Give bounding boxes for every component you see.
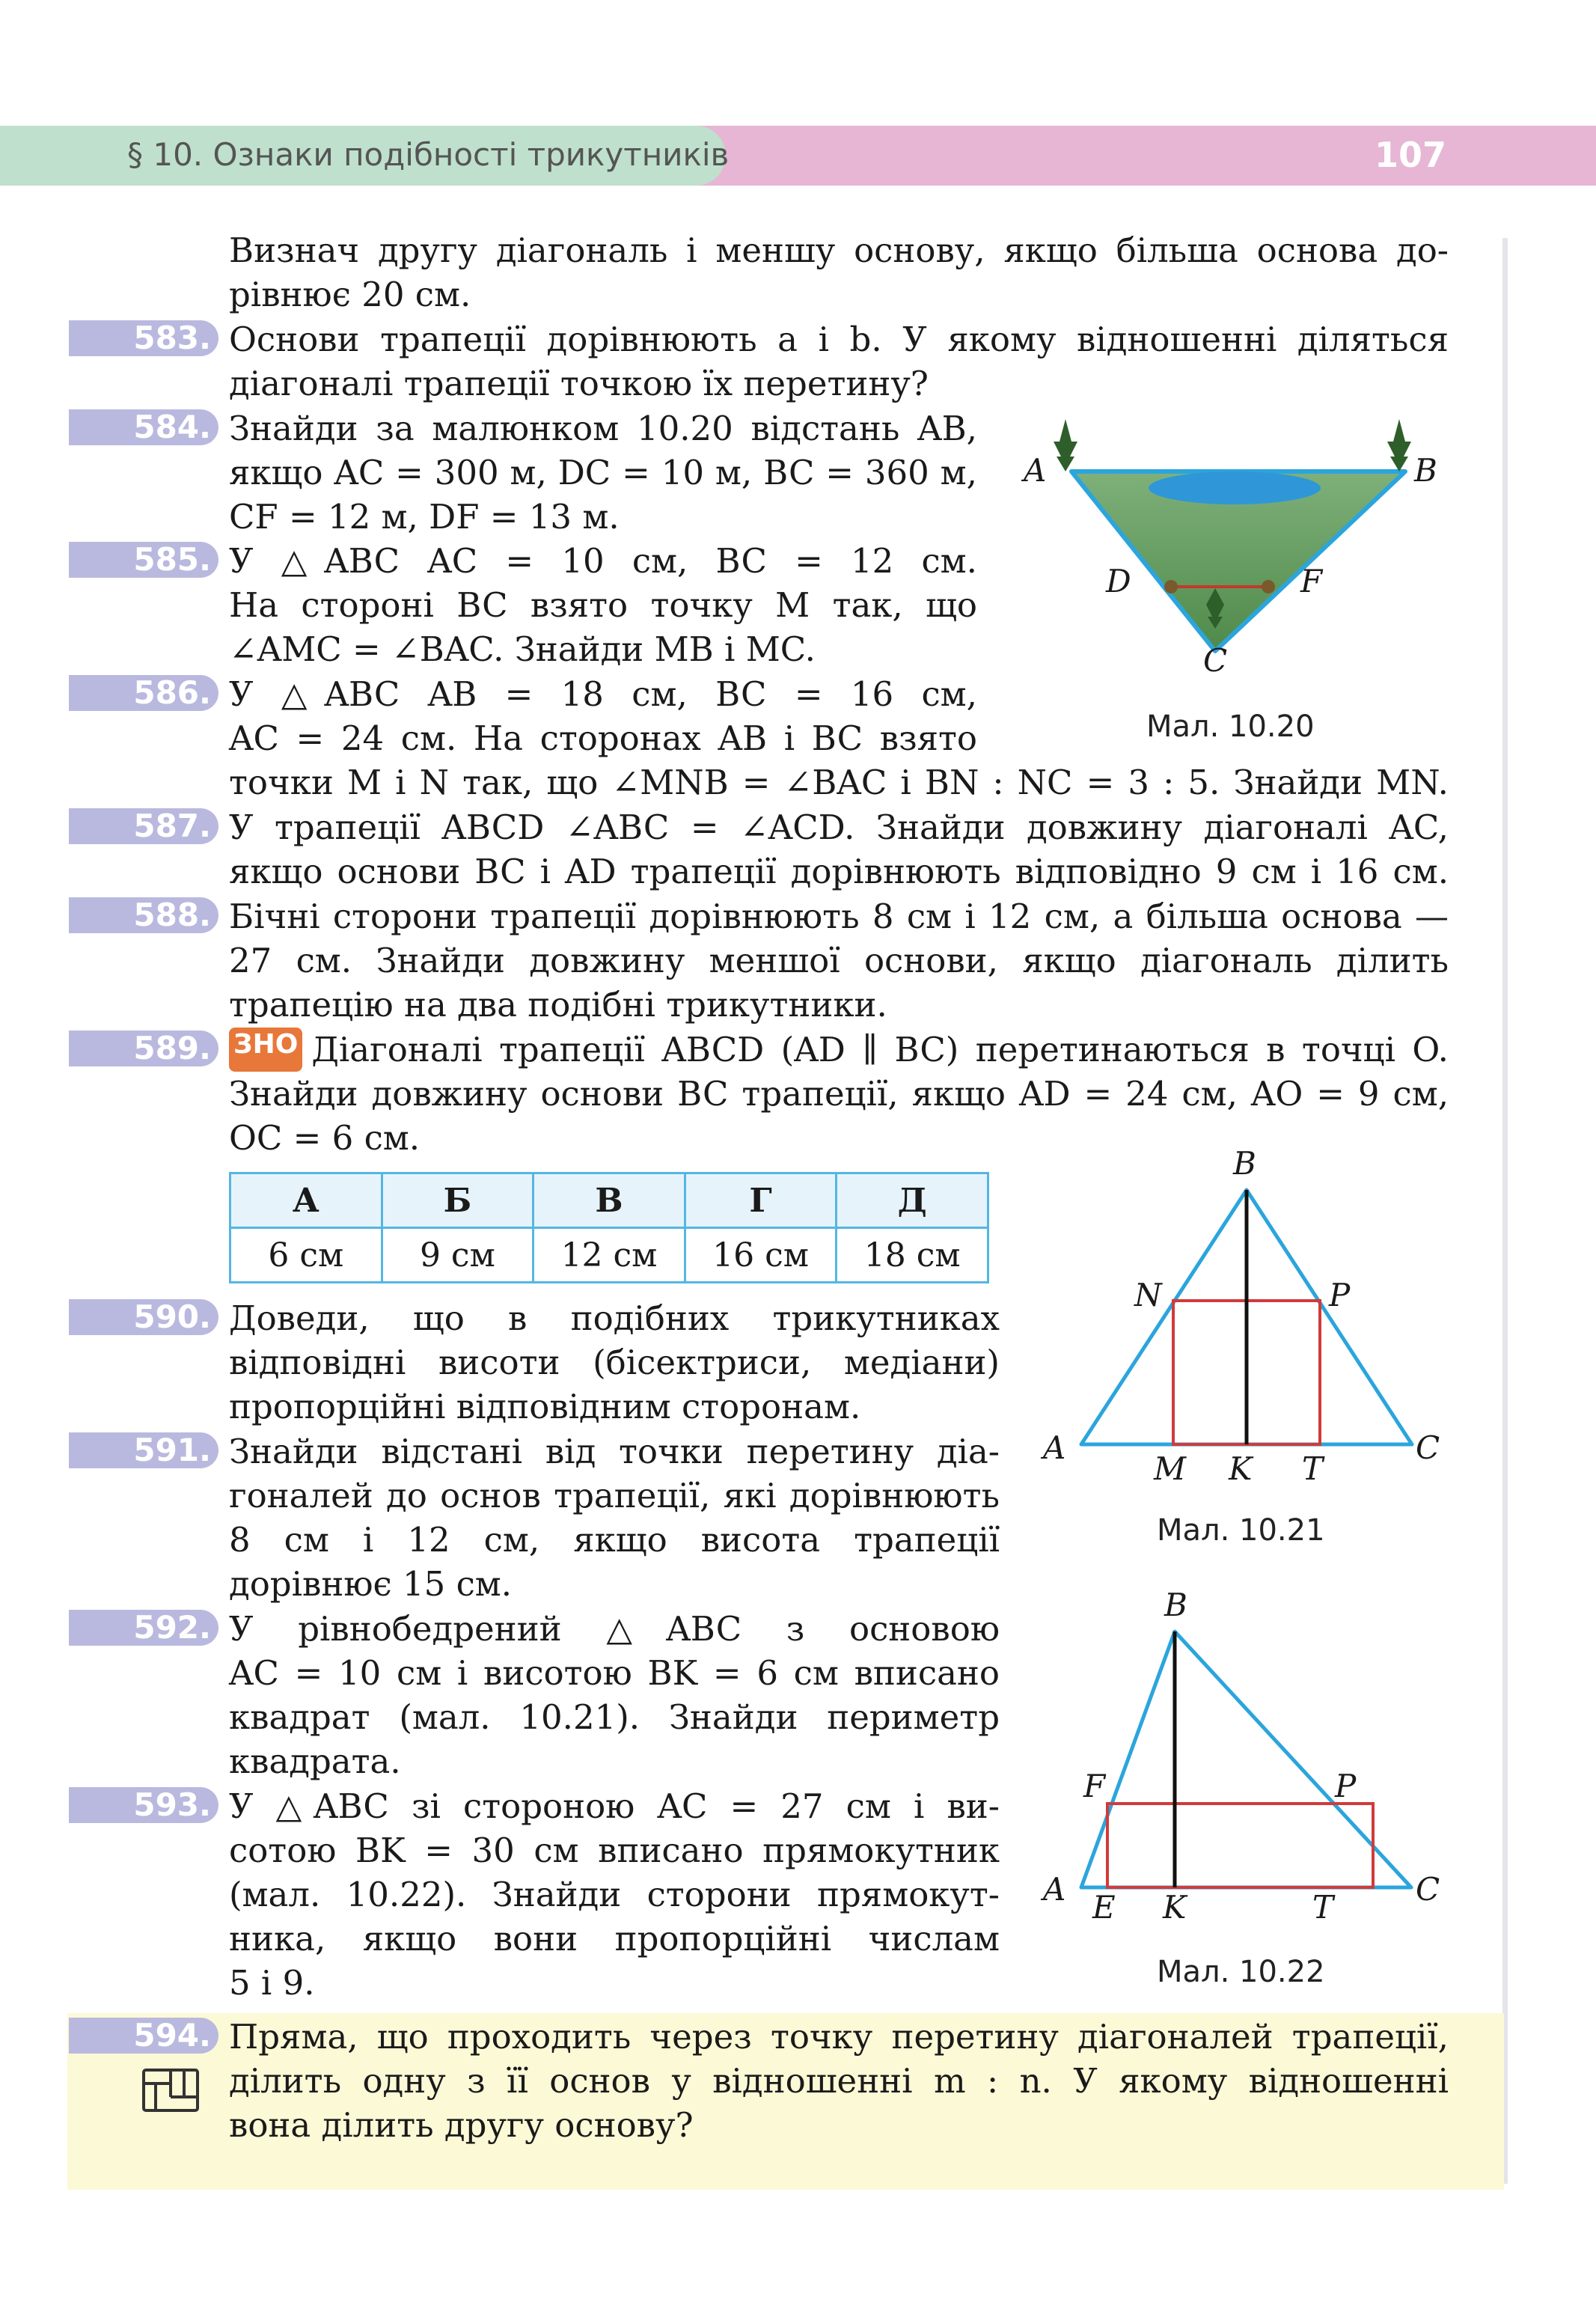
tree-b (1387, 419, 1411, 471)
text-line: Бічні сторони трапеції дорівнюють 8 см і 12 см, а більша основа — (229, 897, 1449, 936)
text-line: рівнює 20 см. (229, 275, 471, 314)
text-line: Знайди за малюнком 10.20 відстань AB, (229, 409, 977, 448)
exercise-number-590: 590. (69, 1299, 218, 1335)
text-line: дорівнює 15 см. (229, 1564, 513, 1604)
figure-caption-10-20: Мал. 10.20 (1146, 709, 1315, 744)
point-label-f: F (1300, 563, 1323, 599)
text-line: квадрата. (229, 1741, 401, 1781)
text-line: Знайди відстані від точки перетину діа- (229, 1432, 1000, 1471)
page-number: 107 (1374, 135, 1446, 175)
header-section-band (0, 126, 730, 186)
tree-a (1054, 419, 1077, 471)
text-line: ника, якщо вони пропорційні числам (229, 1919, 1000, 1959)
text-line: ділить одну з її основ у відношенні m : n. У якому відношенні (229, 2061, 1449, 2101)
point-label-a: A (1024, 452, 1047, 489)
answer-letter: А (230, 1173, 382, 1228)
exercise-number-589: 589. (69, 1031, 218, 1066)
point-label-a: A (1043, 1871, 1066, 1908)
right-margin-rule (1502, 238, 1508, 2184)
point-label-k: K (1163, 1889, 1187, 1926)
text-line: якщо AC = 300 м, DC = 10 м, BC = 360 м, (229, 453, 977, 492)
answer-choices-table (229, 1172, 989, 1283)
point-label-c: C (1416, 1429, 1440, 1466)
text-line: точки M і N так, що ∠MNB = ∠BAC і BN : NC = 3 : 5. Знайди MN. (229, 763, 1449, 802)
figure-10-22 (1063, 1624, 1452, 1901)
point-label-b: B (1164, 1587, 1187, 1623)
exercise-number-584: 584. (69, 409, 218, 445)
point-label-m: M (1154, 1450, 1187, 1487)
text-line: 5 і 9. (229, 1963, 315, 2003)
answer-value: 18 см (837, 1228, 988, 1283)
text-line: ∠AMC = ∠BAC. Знайди MB і MC. (229, 629, 816, 669)
point-label-p: P (1335, 1768, 1357, 1804)
text-line: Знайди довжину основи BC трапеції, якщо AD = 24 см, AO = 9 см, (229, 1074, 1449, 1114)
figure-10-20 (1048, 404, 1452, 659)
text-line: гоналей до основ трапеції, які дорівнюють (229, 1476, 1000, 1515)
exercise-number-591: 591. (69, 1432, 218, 1468)
text-line: Діагоналі трапеції ABCD (AD ∥ BC) перетинаються в точці O. (311, 1030, 1449, 1069)
exercise-number-587: 587. (69, 808, 218, 844)
point-label-a: A (1043, 1429, 1066, 1466)
answer-value: 16 см (685, 1228, 837, 1283)
point-label-c: C (1203, 642, 1228, 679)
point-label-t: T (1302, 1450, 1324, 1487)
text-line: Визнач другу діагональ і меншу основу, якщо більша основа до- (229, 231, 1449, 270)
text-line: сотою BK = 30 см вписано прямокутник (229, 1831, 1000, 1870)
answer-letter: В (533, 1173, 685, 1228)
triangle-abc (1081, 1631, 1411, 1887)
point-label-e: E (1092, 1889, 1116, 1926)
text-line: діагоналі трапеції точкою їх перетину? (229, 364, 929, 403)
section-title: § 10. Ознаки подібності трикутників (127, 136, 730, 173)
answer-value: 6 см (230, 1228, 382, 1283)
figure-caption-10-21: Мал. 10.21 (1157, 1513, 1325, 1548)
text-line: вона ділить другу основу? (229, 2105, 694, 2145)
text-line: пропорційні відповідним сторонам. (229, 1387, 861, 1426)
text-line: На стороні BC взято точку M так, що (229, 585, 977, 625)
text-line: CF = 12 м, DF = 13 м. (229, 497, 620, 537)
text-line: Основи трапеції дорівнюють a і b. У якому відношенні діляться (229, 320, 1449, 359)
point-label-c: C (1416, 1871, 1440, 1908)
exercise-number-593: 593. (69, 1787, 218, 1823)
figure-caption-10-22: Мал. 10.22 (1157, 1955, 1325, 1989)
exercise-number-588: 588. (69, 897, 218, 933)
text-line: трапецію на два подібні трикутники. (229, 985, 887, 1025)
lake (1149, 471, 1321, 504)
point-label-b: B (1233, 1145, 1256, 1182)
text-line: У трапеції ABCD ∠ABC = ∠ACD. Знайди довжину діагоналі AC, (229, 808, 1449, 847)
text-line: OC = 6 см. (229, 1118, 421, 1158)
exercise-number-583: 583. (69, 320, 218, 356)
answer-values-row (230, 1228, 988, 1283)
answer-letters-row (230, 1173, 988, 1228)
text-line: якщо основи BC і AD трапеції дорівнюють відповідно 9 см і 16 см. (229, 852, 1449, 891)
page-header (0, 126, 1596, 186)
exercise-number-592: 592. (69, 1610, 218, 1646)
point-d-marker (1164, 580, 1178, 593)
text-line: 27 см. Знайди довжину меншої основи, якщо діагональ ділить (229, 941, 1449, 980)
point-label-b: B (1414, 452, 1437, 489)
text-line: У △ABC AC = 10 см, BC = 12 см. (229, 541, 977, 581)
text-line: У рівнобедрений △ABC з основою (229, 1609, 1000, 1649)
text-line: У △ABC AB = 18 см, BC = 16 см, (229, 674, 977, 714)
zno-badge: ЗНО (229, 1028, 302, 1072)
answer-letter: Д (837, 1173, 988, 1228)
point-label-p: P (1329, 1277, 1351, 1313)
figure-10-21 (1063, 1182, 1452, 1467)
text-line: Доведи, що в подібних трикутниках (229, 1298, 1000, 1338)
text-line-589 (229, 1028, 1449, 1072)
point-f-marker (1262, 580, 1275, 593)
text-line: квадрат (мал. 10.21). Знайди периметр (229, 1697, 1000, 1737)
exercise-number-594: 594. (69, 2018, 218, 2054)
text-line: (мал. 10.22). Знайди сторони прямокут- (229, 1875, 1000, 1914)
exercise-number-585: 585. (69, 542, 218, 578)
answer-value: 12 см (533, 1228, 685, 1283)
text-line: Пряма, що проходить через точку перетину діагоналей трапеції, (229, 2017, 1449, 2057)
text-line: AC = 24 см. На сторонах AB і BC взято (229, 718, 977, 758)
inscribed-rectangle (1107, 1804, 1373, 1887)
point-label-f: F (1083, 1768, 1106, 1804)
point-label-t: T (1312, 1889, 1334, 1926)
answer-letter: Б (382, 1173, 533, 1228)
text-line: відповідні висоти (бісектриси, медіани) (229, 1343, 1000, 1382)
homework-icon (141, 2067, 201, 2113)
point-label-d: D (1106, 563, 1131, 599)
text-line: AC = 10 см і висотою BK = 6 см вписано (229, 1653, 1000, 1693)
text-line: 8 см і 12 см, якщо висота трапеції (229, 1520, 1000, 1560)
text-line: У △ABC зі стороною AC = 27 см і ви- (229, 1786, 1000, 1826)
point-label-k: K (1229, 1450, 1253, 1487)
answer-value: 9 см (382, 1228, 533, 1283)
exercise-number-586: 586. (69, 675, 218, 711)
answer-letter: Г (685, 1173, 837, 1228)
point-label-n: N (1134, 1277, 1162, 1313)
